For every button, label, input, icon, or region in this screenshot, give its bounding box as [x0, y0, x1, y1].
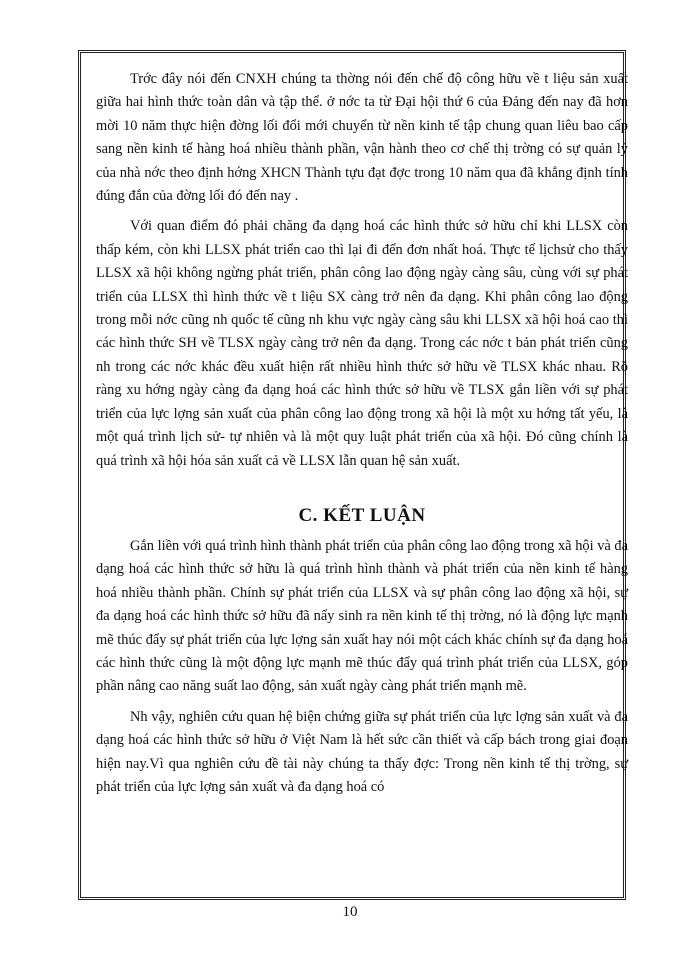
section-heading-conclusion: C. KẾT LUẬN — [298, 504, 426, 526]
paragraph-conclusion-2: Nh vậy, nghiên cứu quan hệ biện chứng giữa sự phát triển của lực lợng sản xuất và đa dạng hoá các hình thức sở hữu ở Việt Nam là hết sức cần thiết và cấp bách trong giai đoạn hiện nay.Vì qua nghiên cứu đề tài này chúng ta thấy đợc: Trong nền kinh tế thị trờng, sự phát triển của lực lợng sản xuất và đa dạng hoá có — [96, 708, 628, 795]
paragraph-ownership-diversity: Với quan điểm đó phải chăng đa dạng hoá các hình thức sở hữu chỉ khi LLSX còn thấp kém, còn khi LLSX phát triển cao thì lại đi đến đơn nhất hoá. Thực tế lịchsử cho thấy LLSX xã hội không ngừng phát triển, phân công lao động ngày càng sâu, cùng với sự phát triển của LLSX thì hình thức về t liệu SX càng trở nên đa dạng. Khi phân công lao động trong mỗi nớc cũng nh quốc tế cũng nh khu vực ngày càng sâu khi LLSX xã hội hoá cao thì các hình thức SH về TLSX ngày càng trở nên đa dạng. Trong các nớc t bản phát triển cũng nh trong các nớc khác đều xuất hiện rất nhiều hình thức sở hữu về TLSX khác nhau. Rõ ràng xu hớng ngày càng đa dạng hoá các hình thức sở hữu về TLSX gắn liền với sự phát triển của lực lợng sản xuất của phân công lao động trong xã hội là một xu hớng tất yếu, là một quá trình lịch sử- tự nhiên và là một quy luật phát triển của xã hội. Đó cũng chính là quá trình xã hội hóa sản xuất cả về LLSX lẫn quan hệ sản xuất. — [96, 218, 628, 469]
paragraph-intro: Trớc đây nói đến CNXH chúng ta thờng nói đến chế độ công hữu về t liệu sản xuất giữa hai hình thức toàn dân và tập thể. ở nớc ta từ Đại hội thứ 6 của Đảng đến nay đã hơn mời 10 năm thực hiện đờng lối đổi mới chuyển từ nền kinh tế tập chung quan liêu bao cấp sang nền kinh tế hàng hoá nhiều thành phần, vận hành theo cơ chế thị trờng có sự quản lý của nhà nớc theo định hớng XHCN Thành tựu đạt đợc trong 10 năm qua đã khẳng định tính đúng đắn của đờng lối đó đến nay . — [96, 71, 628, 205]
page-body — [96, 68, 628, 799]
paragraph-conclusion-1: Gắn liền với quá trình hình thành phát triển của phân công lao động trong xã hội và đa dạng hoá các hình thức sở hữu là quá trình hình thành và phát triển của nền kinh tế hàng hoá nhiều thành phần. Chính sự phát triển của LLSX và sự phân công lao động xã hội, sự đa dạng hoá các hình thức sở hữu đã nẩy sinh ra nền kinh tế thị trờng, nó là động lực mạnh mẽ thúc đẩy sự phát triển của lực lợng sản xuất hay nói một cách khác chính sự đa dạng hoá các hình thức cũng là một động lực mạnh mẽ thúc đẩy quá trình phát triển của LLSX, góp phần nâng cao năng suất lao động, sản xuất ngày càng phát triển mạnh mẽ. — [96, 537, 628, 695]
page-number: 10 — [342, 904, 358, 920]
